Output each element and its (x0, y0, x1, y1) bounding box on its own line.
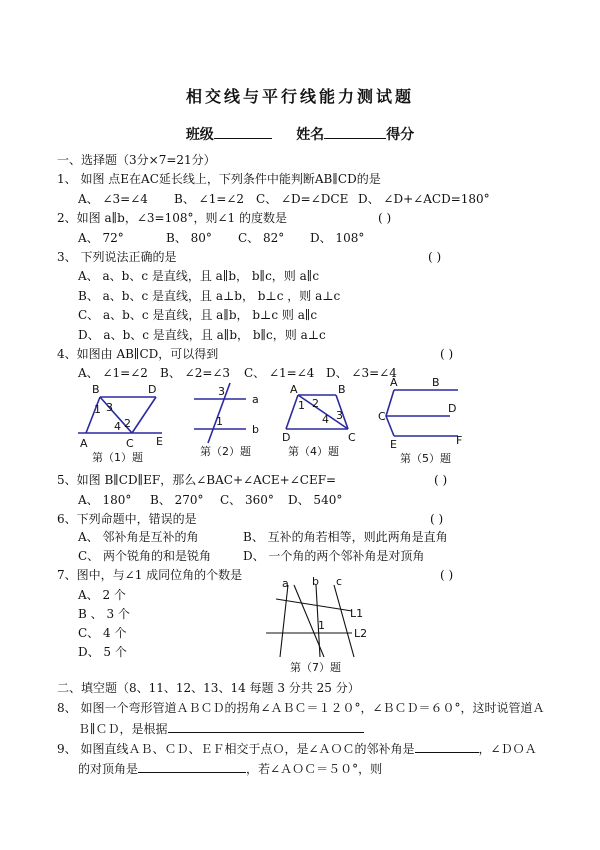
fig7-line-l1 (276, 599, 352, 611)
fig4-label-2: 2 (312, 397, 319, 410)
q2-answer-paren[interactable]: ( ) (378, 211, 392, 225)
q9-line1-tail: ，∠ＤＯＡ (478, 742, 537, 756)
q8-line2 (78, 720, 364, 736)
q4-option-c: C、 ∠1=∠4 (244, 366, 315, 380)
fig1-label-c: C (126, 437, 134, 450)
fig1-label-4: 4 (114, 420, 121, 433)
fig5-label-a: A (390, 376, 398, 389)
q4-option-a: A、 ∠1=∠2 (78, 366, 148, 380)
fig5-label-f: F (456, 434, 463, 447)
fig1-label-b: B (92, 383, 100, 396)
fig1-label-e: E (156, 435, 163, 448)
q9-line2 (78, 760, 382, 776)
fig2-label-a: a (252, 393, 259, 406)
class-label: 班级 (185, 127, 214, 143)
q3-option-b: B、 a、b、c 是直线，且 a⊥b， b⊥c ，则 a⊥c (78, 289, 341, 303)
fig7-label-1: 1 (318, 619, 325, 632)
q6-answer-paren[interactable]: ( ) (430, 512, 444, 526)
q6-option-b: B、 互补的角若相等，则此两角是直角 (243, 530, 448, 544)
page-title: 相交线与平行线能力测试题 (185, 87, 414, 106)
fig5-bend-ace (386, 390, 394, 436)
figure-1 (70, 383, 180, 466)
fig4-caption: 第（4）题 (288, 445, 339, 458)
fig7-caption: 第（7）题 (290, 661, 341, 674)
fig7-label-a: a (282, 577, 289, 590)
q4-option-d: D、 ∠3=∠4 (326, 366, 397, 380)
fig7-label-l2: L2 (354, 627, 368, 640)
q3-stem: 3、 下列说法正确的是 (57, 250, 177, 264)
fig7-line-c (334, 585, 354, 657)
fig2-label-3: 3 (218, 385, 225, 398)
figure-5 (378, 378, 478, 471)
fig4-label-a: A (290, 383, 298, 396)
q1-option-a: A、 ∠3=∠4 (78, 192, 148, 206)
fig2-label-1: 1 (216, 415, 223, 428)
fig4-label-4: 4 (322, 413, 329, 426)
fig4-label-b: B (338, 383, 346, 396)
q7-option-a: A、 2 个 (78, 588, 126, 602)
q3-answer-paren[interactable]: ( ) (428, 250, 442, 264)
figure-2 (190, 383, 270, 466)
fig5-label-d: D (448, 402, 457, 415)
fig2-label-b: b (252, 423, 259, 436)
q6-option-d: D、 一个角的两个邻补角是对顶角 (243, 549, 425, 563)
q2-option-a: A、 72° (78, 231, 124, 245)
q5-answer-paren[interactable]: ( ) (434, 473, 448, 487)
q3-option-d: D、 a、b、c 是直线，且 a∥b， b∥c，则 a⊥c (78, 328, 326, 342)
fig1-label-3: 3 (106, 401, 113, 414)
q9-blank-1[interactable] (415, 740, 479, 753)
fig5-label-e: E (390, 438, 397, 451)
q9-line1 (57, 740, 537, 756)
class-blank[interactable] (214, 126, 272, 139)
q6-option-c: C、 两个锐角的和是锐角 (78, 549, 211, 563)
q4-option-b: B、 ∠2=∠3 (160, 366, 231, 380)
fig4-label-d: D (282, 431, 291, 444)
fig2-caption: 第（2）题 (200, 445, 251, 458)
q7-option-b: B 、 3 个 (78, 607, 130, 621)
q9-line1-text: 9、 如图直线ＡＢ、ＣＤ、ＥＦ相交于点Ｏ，是∠ＡＯＣ的邻补角是 (57, 742, 415, 756)
fig4-label-c: C (348, 431, 356, 444)
score-label: 得分 (386, 127, 415, 143)
q4-stem: 4、如图由 AB∥CD，可以得到 (57, 347, 219, 361)
q5-option-a: A、 180° (78, 493, 132, 507)
q2-option-b: B、 80° (166, 231, 212, 245)
q2-option-d: D、 108° (310, 231, 365, 245)
fig4-label-3: 3 (336, 409, 343, 422)
q5-option-b: B、 270° (150, 493, 204, 507)
fig7-label-l1: L1 (350, 607, 364, 620)
fig5-label-b: B (432, 376, 440, 389)
q2-option-c: C、 82° (238, 231, 285, 245)
fig1-label-2: 2 (124, 417, 131, 430)
q3-option-c: C、 a、b、c 是直线，且 a∥b， b⊥c 则 a∥c (78, 308, 318, 322)
q7-answer-paren[interactable]: ( ) (440, 568, 454, 582)
q5-option-d: D、 540° (288, 493, 343, 507)
q5-stem: 5、如图 B∥CD∥EF，那么∠BAC+∠ACE+∠CEF= (57, 473, 337, 487)
q1-option-d: D、 ∠D+∠ACD=180° (358, 192, 490, 206)
q4-answer-paren[interactable]: ( ) (440, 347, 454, 361)
q7-option-c: C、 4 个 (78, 626, 127, 640)
q8-line1: 8、 如图一个弯形管道ＡＢＣＤ的拐角∠ＡＢＣ＝１２０°，∠ＢＣＤ＝６０°，这时说管道Ａ (57, 701, 545, 715)
q1-option-c: C、 ∠D=∠DCE (256, 192, 349, 206)
q8-line2-text: Ｂ∥ＣＤ，是根据 (78, 722, 168, 736)
q9-line2-tail: ，若∠ＡＯＣ＝５０°，则 (246, 762, 383, 776)
figure-7 (260, 575, 370, 678)
q2-stem: 2、如图 a∥b，∠3=108°，则∠1 的度数是 (57, 211, 287, 225)
q3-option-a: A、 a、b、c 是直线，且 a∥b， b∥c，则 a∥c (78, 269, 320, 283)
fig5-caption: 第（5）题 (400, 452, 451, 465)
name-blank[interactable] (324, 126, 386, 139)
fig1-label-d: D (148, 383, 157, 396)
fig1-line-dc (132, 397, 156, 433)
fig5-label-c: C (378, 410, 386, 423)
fig7-line-a (280, 585, 288, 657)
section1-header: 一、选择题（3分×7=21分） (57, 153, 216, 167)
q6-stem: 6、下列命题中，错误的是 (57, 512, 197, 526)
fig4-line-ad (286, 395, 298, 429)
fig1-caption: 第（1）题 (92, 451, 143, 464)
fig7-label-c: c (336, 575, 343, 588)
q7-option-d: D、 5 个 (78, 645, 127, 659)
fig7-label-b: b (312, 575, 319, 588)
name-label: 姓名 (296, 127, 325, 143)
fig4-label-1: 1 (298, 399, 305, 412)
section2-header: 二、填空题（8、11、12、13、14 每题 3 分共 25 分） (57, 681, 360, 695)
q6-option-a: A、 邻补角是互补的角 (78, 530, 199, 544)
figure-4 (282, 383, 372, 466)
fig1-label-a: A (80, 437, 88, 450)
q7-stem: 7、图中，与∠1 成同位角的个数是 (57, 568, 243, 582)
q8-answer-blank[interactable] (168, 720, 364, 733)
q9-blank-2[interactable] (138, 760, 246, 773)
q1-option-b: B、 ∠1=∠2 (174, 192, 245, 206)
q9-line2-text: 的对顶角是 (78, 762, 139, 776)
student-info-line (0, 126, 600, 142)
q1-stem: 1、 如图 点E在AC延长线上，下列条件中能判断AB∥CD的是 (57, 172, 381, 186)
q5-option-c: C、 360° (220, 493, 274, 507)
fig1-label-1: 1 (94, 403, 101, 416)
